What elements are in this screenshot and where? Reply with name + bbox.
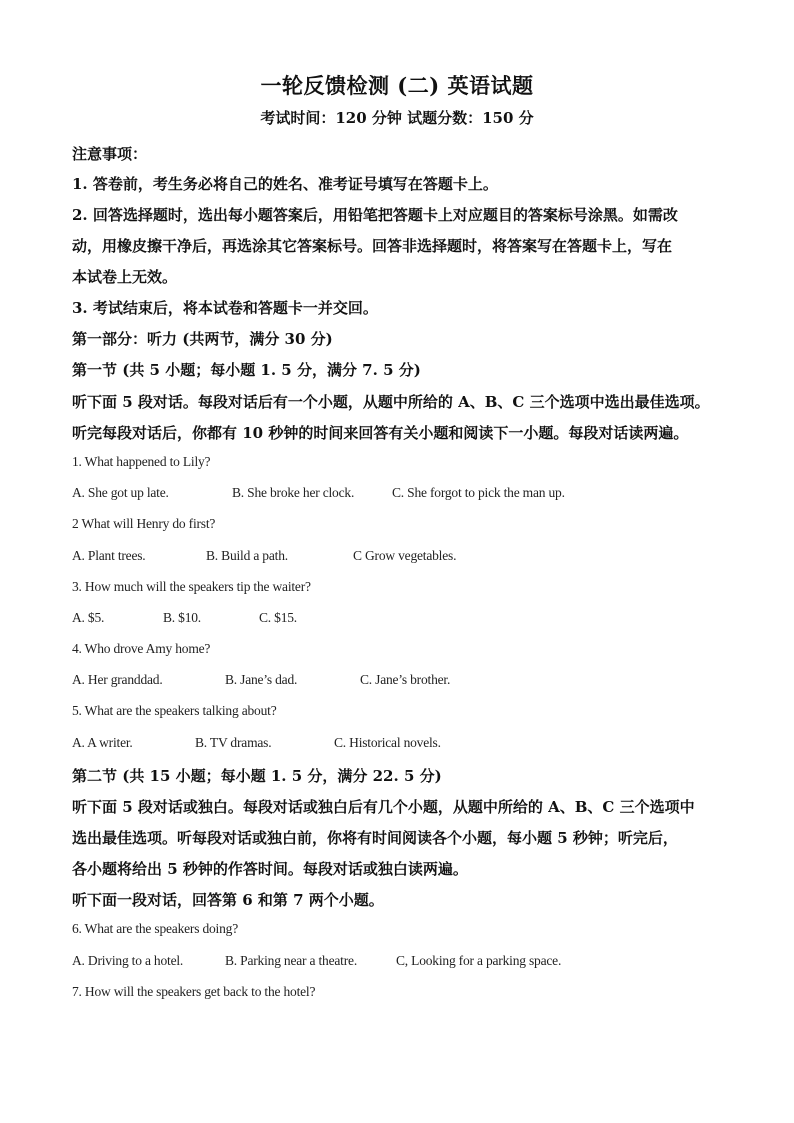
question-5-option-c: C. Historical novels. bbox=[334, 735, 441, 750]
question-5-stem: 5. What are the speakers talking about? bbox=[72, 703, 277, 718]
question-4-option-a: A. Her granddad. bbox=[72, 672, 163, 687]
section1-instructions-2: 听完每段对话后，你都有 10 秒钟的时间来回答有关小题和阅读下一小题。每段对话读两遍。 bbox=[72, 424, 689, 442]
question-3-option-b: B. $10. bbox=[163, 610, 201, 625]
note-2-line-1: 2. 回答选择题时，选出每小题答案后，用铅笔把答题卡上对应题目的答案标号涂黑。如需改 bbox=[72, 206, 678, 224]
note-3: 3. 考试结束后，将本试卷和答题卡一并交回。 bbox=[72, 299, 378, 317]
question-4-stem: 4. Who drove Amy home? bbox=[72, 641, 211, 656]
question-2-stem: 2 What will Henry do first? bbox=[72, 516, 216, 531]
question-3-stem: 3. How much will the speakers tip the waiter? bbox=[72, 579, 311, 594]
question-2-option-b: B. Build a path. bbox=[206, 548, 288, 563]
question-6-stem: 6. What are the speakers doing? bbox=[72, 921, 238, 936]
question-6-option-c: C, Looking for a parking space. bbox=[396, 953, 562, 968]
question-1-stem: 1. What happened to Lily? bbox=[72, 454, 211, 469]
question-4-option-c: C. Jane’s brother. bbox=[360, 672, 451, 687]
section1-heading: 第一节 (共 5 小题；每小题 1. 5 分，满分 7. 5 分) bbox=[72, 361, 421, 379]
note-2-line-2: 动，用橡皮擦干净后，再选涂其它答案标号。回答非选择题时，将答案写在答题卡上，写在 bbox=[72, 237, 673, 255]
page-title: 一轮反馈检测 (二) 英语试题 bbox=[260, 73, 534, 98]
notes-heading: 注意事项： bbox=[72, 145, 148, 163]
section2-instructions-1: 听下面 5 段对话或独白。每段对话或独白后有几个小题，从题中所给的 A、B、C 三个选项中 bbox=[72, 798, 695, 816]
note-2-line-3: 本试卷上无效。 bbox=[72, 268, 178, 286]
question-1-option-c: C. She forgot to pick the man up. bbox=[392, 485, 565, 500]
question-5-option-a: A. A writer. bbox=[72, 735, 133, 750]
question-7-stem: 7. How will the speakers get back to the hotel? bbox=[72, 984, 316, 999]
question-1-option-a: A. She got up late. bbox=[72, 485, 169, 500]
section1-instructions-1: 听下面 5 段对话。每段对话后有一个小题，从题中所给的 A、B、C 三个选项中选出最佳选项。 bbox=[72, 393, 710, 411]
question-5-option-b: B. TV dramas. bbox=[195, 735, 272, 750]
question-6-option-b: B. Parking near a theatre. bbox=[225, 953, 357, 968]
part1-heading: 第一部分：听力 (共两节，满分 30 分) bbox=[72, 330, 333, 348]
question-1-option-b: B. She broke her clock. bbox=[232, 485, 355, 500]
question-2-option-c: C Grow vegetables. bbox=[353, 548, 457, 563]
question-3-option-a: A. $5. bbox=[72, 610, 105, 625]
question-3-option-c: C. $15. bbox=[259, 610, 297, 625]
question-4-option-b: B. Jane’s dad. bbox=[225, 672, 298, 687]
section2-instructions-2: 选出最佳选项。听每段对话或独白前，你将有时间阅读各个小题，每小题 5 秒钟；听完后， bbox=[72, 829, 678, 847]
exam-info: 考试时间：120 分钟 试题分数：150 分 bbox=[260, 109, 534, 127]
note-1: 1. 答卷前，考生务必将自己的姓名、准考证号填写在答题卡上。 bbox=[72, 175, 498, 193]
section2-instructions-3: 各小题将给出 5 秒钟的作答时间。每段对话或独白读两遍。 bbox=[72, 860, 468, 878]
question-6-option-a: A. Driving to a hotel. bbox=[72, 953, 184, 968]
section2-subinstruction: 听下面一段对话，回答第 6 和第 7 两个小题。 bbox=[72, 891, 384, 909]
section2-heading: 第二节 (共 15 小题；每小题 1. 5 分，满分 22. 5 分) bbox=[72, 767, 442, 785]
question-2-option-a: A. Plant trees. bbox=[72, 548, 146, 563]
